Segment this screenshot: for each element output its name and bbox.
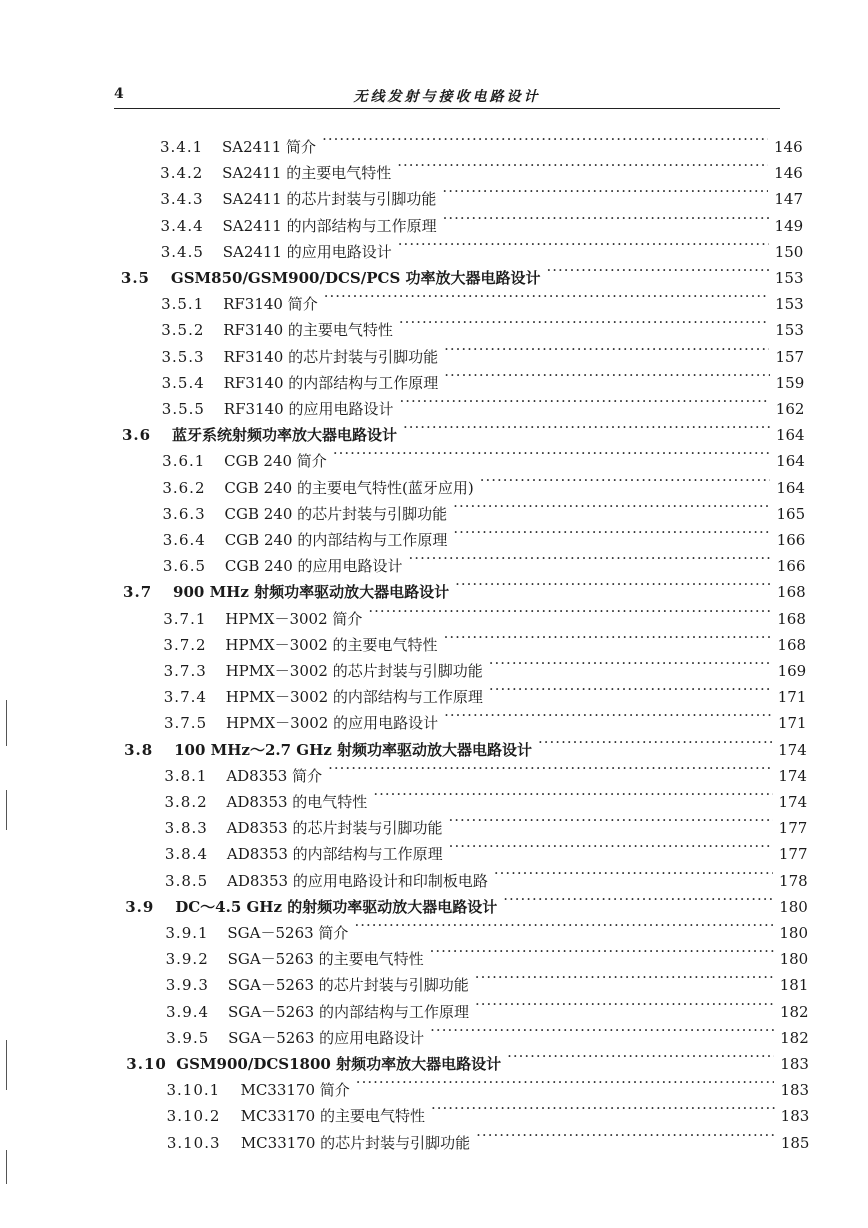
toc-entry-number: 3.8.3 (164, 819, 208, 838)
toc-entry-number: 3.6.4 (162, 531, 206, 549)
toc-entry-number: 3.6.2 (162, 478, 206, 497)
dot-leader (547, 257, 769, 283)
dot-leader (448, 807, 772, 833)
toc-entry-title: SGA－5263 的内部结构与工作原理 (227, 1002, 469, 1021)
toc-entry-page: 146 (774, 138, 803, 156)
toc-entry-title: 100 MHz～2.7 GHz 射频功率驱动放大器电路设计 (174, 740, 532, 759)
running-header (114, 84, 780, 109)
toc-subsection-entry[interactable] (164, 833, 808, 864)
toc-entry-page: 153 (775, 295, 804, 314)
toc-entry-title: AD8353 的电气特性 (226, 793, 368, 811)
toc-entry-number: 3.7.1 (163, 609, 207, 628)
scan-margin-mark (6, 1150, 7, 1184)
toc-subsection-entry[interactable] (161, 283, 804, 314)
toc-entry-title: GSM900/DCS1800 射频功率放大器电路设计 (176, 1055, 502, 1073)
toc-entry-title: HPMX－3002 简介 (225, 609, 363, 628)
toc-subsection-entry[interactable] (160, 126, 803, 156)
toc-subsection-entry[interactable] (166, 1017, 809, 1047)
toc-entry-page: 171 (777, 714, 807, 733)
toc-entry-number: 3.10.3 (166, 1133, 221, 1152)
toc-entry-title: HPMX－3002 的应用电路设计 (225, 714, 439, 733)
toc-entry-page: 164 (776, 452, 805, 471)
toc-entry-number: 3.4.5 (160, 242, 204, 261)
dot-leader (475, 991, 774, 1017)
toc-entry-title: AD8353 的应用电路设计和印制板电路 (227, 871, 488, 890)
toc-entry-title: SA2411 简介 (222, 138, 317, 156)
toc-entry-title: GSM850/GSM900/DCS/PCS 功率放大器电路设计 (170, 269, 541, 287)
toc-entry-page: 177 (778, 819, 808, 838)
scan-margin-mark (6, 700, 7, 746)
dot-leader (328, 755, 772, 781)
toc-entry-page: 162 (775, 400, 805, 418)
toc-entry-number: 3.7 (123, 583, 153, 602)
toc-entry-title: CGB 240 的芯片封装与引脚功能 (224, 504, 448, 523)
dot-leader (507, 1043, 774, 1069)
toc-section-entry[interactable] (124, 729, 807, 759)
toc-entry-page: 174 (778, 740, 807, 759)
toc-subsection-entry[interactable] (164, 781, 808, 811)
toc-entry-number: 3.7.3 (163, 662, 207, 680)
toc-entry-page: 180 (779, 950, 809, 969)
toc-entry-number: 3.9.4 (165, 1002, 210, 1021)
toc-subsection-entry[interactable] (165, 912, 809, 942)
toc-entry-page: 182 (779, 1002, 809, 1021)
dot-leader (442, 178, 768, 204)
toc-entry-number: 3.8.1 (164, 766, 208, 785)
toc-subsection-entry[interactable] (163, 702, 807, 733)
dot-leader (444, 702, 772, 728)
toc-entry-title: 蓝牙系统射频功率放大器电路设计 (171, 426, 397, 445)
dot-leader (430, 1017, 774, 1043)
toc-subsection-entry[interactable] (165, 938, 809, 969)
dot-leader (489, 650, 772, 676)
toc-entry-page: 149 (774, 216, 804, 235)
toc-entry-page: 164 (775, 426, 805, 445)
toc-entry-title: SGA－5263 的芯片封装与引脚功能 (227, 976, 469, 995)
toc-entry-title: HPMX－3002 的内部结构与工作原理 (225, 688, 483, 707)
toc-subsection-entry[interactable] (164, 807, 808, 838)
toc-entry-number: 3.6 (121, 426, 152, 445)
toc-entry-page: 169 (777, 662, 807, 680)
toc-subsection-entry[interactable] (162, 467, 805, 497)
dot-leader (373, 781, 772, 807)
toc-entry-title: MC33170 简介 (240, 1081, 350, 1100)
dot-leader (430, 938, 774, 964)
toc-entry-title: SGA－5263 的主要电气特性 (227, 950, 424, 969)
dot-leader (322, 126, 768, 152)
toc-entry-number: 3.7.2 (163, 635, 207, 654)
toc-entry-number: 3.4.1 (160, 138, 204, 156)
toc-entry-page: 178 (779, 871, 808, 890)
toc-entry-number: 3.7.4 (163, 688, 207, 707)
dot-leader (455, 571, 771, 597)
dot-leader (444, 336, 769, 362)
dot-leader (368, 598, 771, 624)
toc-entry-number: 3.10.1 (166, 1081, 221, 1100)
toc-entry-title: SGA－5263 简介 (227, 924, 349, 942)
toc-entry-title: DC～4.5 GHz 的射频功率驱动放大器电路设计 (175, 897, 498, 916)
dot-leader (399, 388, 769, 414)
toc-entry-number: 3.4.3 (160, 190, 204, 209)
dot-leader (489, 676, 772, 702)
toc-subsection-entry[interactable] (162, 545, 806, 576)
toc-subsection-entry[interactable] (160, 231, 804, 261)
toc-entry-page: 150 (774, 242, 804, 261)
toc-entry-page: 168 (777, 583, 806, 602)
toc-entry-number: 3.5 (120, 269, 150, 287)
toc-entry-title: HPMX－3002 的芯片封装与引脚功能 (225, 662, 483, 680)
toc-entry-title: RF3140 的应用电路设计 (223, 400, 394, 418)
toc-entry-page: 165 (776, 504, 806, 523)
toc-entry-title: RF3140 的内部结构与工作原理 (223, 373, 439, 392)
toc-subsection-entry[interactable] (161, 309, 804, 340)
toc-section-entry[interactable] (126, 1043, 809, 1073)
toc-entry-page: 177 (778, 845, 808, 864)
toc-entry-page: 146 (774, 164, 803, 183)
toc-subsection-entry[interactable] (163, 598, 806, 628)
toc-subsection-entry[interactable] (166, 1122, 810, 1152)
toc-entry-page: 182 (780, 1028, 809, 1047)
dot-leader (324, 283, 769, 309)
dot-leader (443, 205, 769, 231)
toc-subsection-entry[interactable] (165, 991, 809, 1021)
dot-leader (333, 440, 770, 466)
toc-entry-title: AD8353 简介 (226, 766, 323, 785)
toc-entry-title: SA2411 的应用电路设计 (222, 242, 392, 261)
toc-entry-page: 153 (775, 321, 804, 340)
toc-entry-title: SA2411 的芯片封装与引脚功能 (222, 190, 437, 209)
dot-leader (398, 231, 769, 257)
toc-entry-number: 3.10.2 (166, 1107, 221, 1126)
toc-subsection-entry[interactable] (162, 493, 806, 523)
dot-leader (503, 886, 773, 912)
dot-leader (409, 545, 771, 571)
scan-margin-mark (6, 1040, 7, 1090)
toc-entry-title: MC33170 的芯片封装与引脚功能 (240, 1133, 471, 1152)
toc-entry-page: 166 (776, 557, 806, 576)
toc-entry-number: 3.6.1 (162, 452, 206, 471)
toc-entry-number: 3.9.1 (165, 924, 209, 942)
toc-entry-number: 3.6.3 (162, 504, 206, 523)
toc-entry-title: SA2411 的主要电气特性 (222, 164, 392, 183)
toc-entry-title: AD8353 的内部结构与工作原理 (226, 845, 443, 864)
toc-entry-title: CGB 240 简介 (224, 452, 327, 471)
toc-entry-page: 168 (777, 609, 806, 628)
toc-section-entry[interactable] (123, 571, 806, 602)
toc-entry-number: 3.8.5 (165, 871, 209, 890)
toc-entry-page: 164 (776, 478, 805, 497)
dot-leader (475, 964, 774, 990)
toc-subsection-entry[interactable] (160, 152, 803, 183)
toc-subsection-entry[interactable] (166, 1069, 810, 1100)
toc-entry-number: 3.9 (125, 897, 155, 916)
dot-leader (444, 362, 769, 388)
dot-leader (480, 467, 771, 493)
toc-entry-title: RF3140 的芯片封装与引脚功能 (223, 347, 439, 366)
dot-leader (356, 1069, 775, 1095)
page-number: 4 (114, 86, 124, 102)
toc-entry-page: 185 (780, 1133, 810, 1152)
toc-entry-title: MC33170 的主要电气特性 (240, 1107, 425, 1126)
dot-leader (431, 1095, 775, 1121)
toc-entry-page: 159 (775, 373, 805, 392)
toc-entry-number: 3.5.4 (161, 373, 205, 392)
toc-subsection-entry[interactable] (163, 650, 807, 680)
toc-subsection-entry[interactable] (162, 519, 806, 549)
toc-entry-page: 157 (775, 347, 805, 366)
dot-leader (399, 309, 769, 335)
book-title: 无线发射与接收电路设计 (353, 89, 541, 105)
toc-subsection-entry[interactable] (161, 362, 805, 392)
toc-entry-page: 153 (774, 269, 804, 287)
toc-entry-number: 3.9.2 (165, 950, 209, 969)
toc-entry-page: 168 (777, 635, 807, 654)
toc-entry-page: 181 (779, 976, 809, 995)
toc-entry-number: 3.7.5 (163, 714, 208, 733)
toc-entry-page: 183 (780, 1055, 809, 1073)
toc-section-entry[interactable] (121, 414, 805, 445)
toc-subsection-entry[interactable] (163, 676, 807, 707)
toc-entry-title: CGB 240 的应用电路设计 (224, 557, 403, 576)
toc-entry-number: 3.8.2 (164, 793, 208, 811)
toc-subsection-entry[interactable] (164, 755, 807, 785)
toc-entry-page: 183 (780, 1081, 810, 1100)
scan-margin-mark (6, 790, 7, 830)
toc-entry-number: 3.10 (126, 1055, 167, 1073)
toc-entry-title: 900 MHz 射频功率驱动放大器电路设计 (173, 583, 450, 602)
toc-entry-number: 3.9.5 (166, 1028, 210, 1047)
toc-entry-title: SGA－5263 的应用电路设计 (228, 1028, 425, 1047)
dot-leader (397, 152, 768, 178)
toc-entry-title: RF3140 的主要电气特性 (223, 321, 393, 340)
toc-section-entry[interactable] (120, 257, 804, 287)
dot-leader (354, 912, 773, 938)
dot-leader (444, 624, 772, 650)
toc-entry-title: CGB 240 的内部结构与工作原理 (224, 531, 448, 549)
toc-entry-number: 3.5.5 (161, 400, 205, 418)
toc-entry-number: 3.5.1 (161, 295, 205, 314)
toc-entry-page: 183 (780, 1107, 810, 1126)
toc-entry-number: 3.9.3 (165, 976, 209, 995)
toc-entry-number: 3.5.2 (161, 321, 205, 340)
toc-entry-page: 174 (778, 793, 808, 811)
toc-subsection-entry[interactable] (160, 178, 803, 209)
toc-subsection-entry[interactable] (162, 440, 805, 471)
toc-entry-title: HPMX－3002 的主要电气特性 (225, 635, 438, 654)
toc-entry-number: 3.6.5 (162, 557, 207, 576)
toc-entry-number: 3.4.4 (160, 216, 204, 235)
dot-leader (449, 833, 773, 859)
dot-leader (538, 729, 772, 755)
toc-entry-page: 166 (776, 531, 806, 549)
toc-entry-title: RF3140 简介 (223, 295, 318, 314)
toc-subsection-entry[interactable] (166, 1095, 810, 1126)
toc-entry-number: 3.5.3 (161, 347, 205, 366)
toc-section-entry[interactable] (125, 886, 808, 916)
toc-entry-title: SA2411 的内部结构与工作原理 (222, 216, 437, 235)
toc-entry-number: 3.8 (124, 740, 154, 759)
toc-entry-page: 147 (774, 190, 803, 209)
dot-leader (476, 1122, 775, 1148)
toc-entry-page: 180 (779, 924, 809, 942)
toc-subsection-entry[interactable] (160, 205, 804, 235)
toc-entry-title: AD8353 的芯片封装与引脚功能 (226, 819, 443, 838)
toc-subsection-entry[interactable] (163, 624, 807, 654)
toc-entry-page: 180 (779, 897, 808, 916)
toc-entry-number: 3.4.2 (160, 164, 204, 183)
toc-subsection-entry[interactable] (161, 388, 805, 418)
toc-subsection-entry[interactable] (165, 860, 808, 890)
toc-subsection-entry[interactable] (165, 964, 809, 995)
dot-leader (453, 519, 770, 545)
dot-leader (494, 860, 773, 886)
toc-entry-page: 171 (777, 688, 807, 707)
toc-entry-page: 174 (778, 766, 807, 785)
toc-entry-title: CGB 240 的主要电气特性(蓝牙应用) (224, 478, 474, 497)
dot-leader (453, 493, 770, 519)
toc-entry-number: 3.8.4 (164, 845, 209, 864)
dot-leader (403, 414, 770, 440)
toc-subsection-entry[interactable] (161, 336, 805, 366)
